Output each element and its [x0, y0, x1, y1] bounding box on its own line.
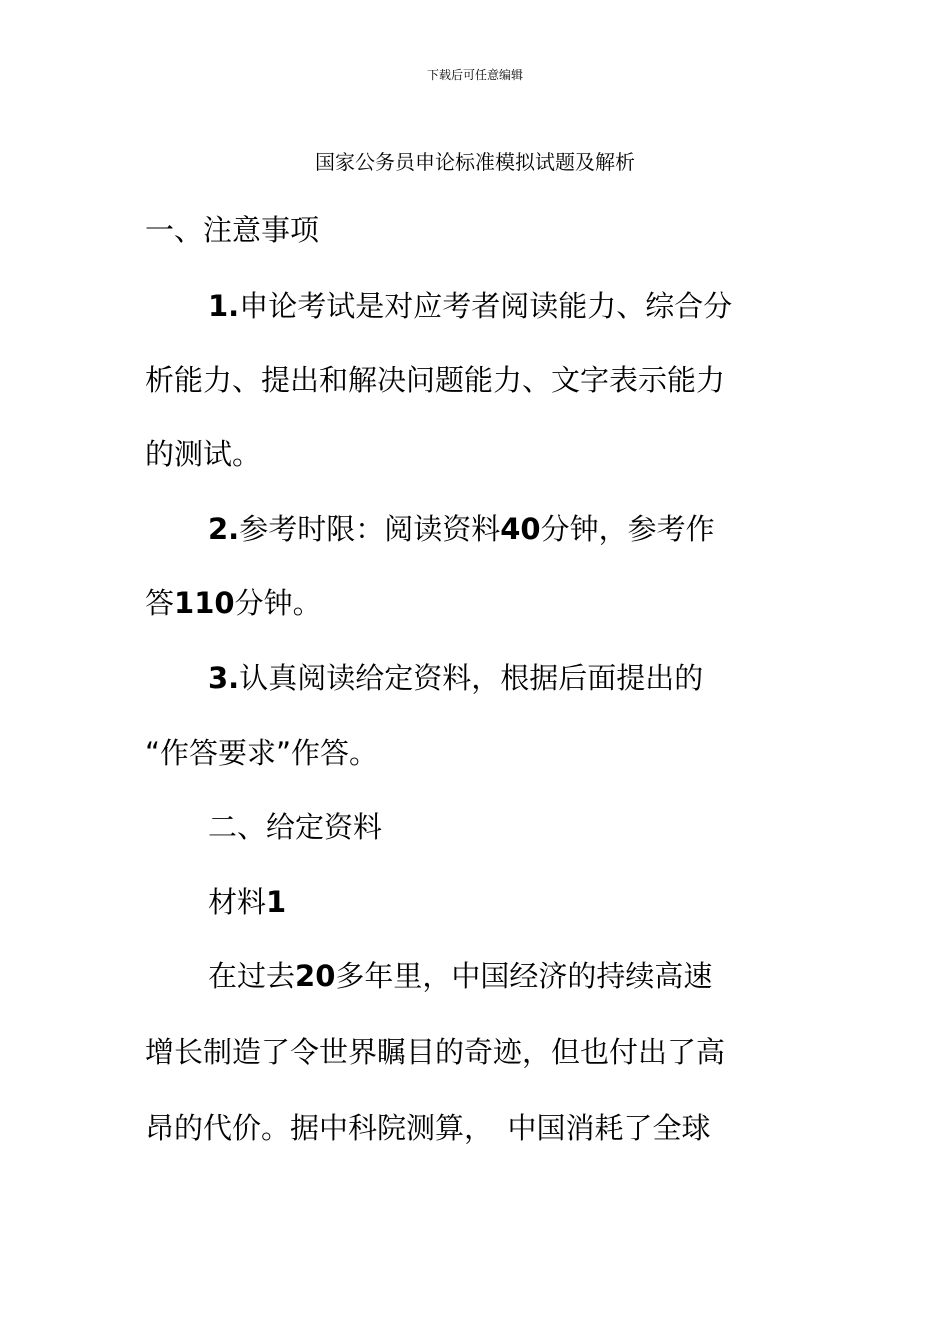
- item1-number: 1.: [208, 289, 240, 323]
- item2-text-2b: 分钟。: [234, 586, 322, 620]
- item2-line2: [145, 586, 322, 620]
- para1-text-1a: 在过去: [208, 959, 296, 993]
- item1-line1: [208, 289, 733, 323]
- section2-heading: 二、给定资料: [208, 810, 383, 844]
- item2-minutes-answer: 110: [174, 586, 235, 620]
- material-label: [208, 885, 287, 919]
- para1-years: 20: [295, 959, 336, 993]
- material-number: 1: [266, 885, 287, 919]
- item2-minutes-reading: 40: [500, 512, 541, 546]
- para1-text-1b: 多年里，中国经济的持续高速: [335, 959, 713, 993]
- item2-number: 2.: [208, 512, 240, 546]
- item3-text-1: 认真阅读给定资料，根据后面提出的: [239, 661, 704, 695]
- item1-line3: 的测试。: [145, 437, 262, 471]
- material-text: 材料: [208, 885, 267, 919]
- item2-text-2a: 答: [145, 586, 175, 620]
- item3-line2: “作答要求”作答。: [145, 736, 379, 770]
- para1-line3: 昂的代价。据中科院测算， 中国消耗了全球: [145, 1111, 711, 1145]
- item1-text-1: 申论考试是对应考者阅读能力、综合分: [239, 289, 733, 323]
- item3-line1: [208, 661, 704, 695]
- para1-line1: [208, 959, 713, 993]
- item2-line1: [208, 512, 715, 546]
- section1-heading: 一、注意事项: [145, 213, 320, 247]
- item3-number: 3.: [208, 661, 240, 695]
- para1-line2: 增长制造了令世界瞩目的奇迹，但也付出了高: [145, 1035, 726, 1069]
- item2-text-1a: 参考时限：阅读资料: [239, 512, 501, 546]
- header-note: 下载后可任意编辑: [426, 68, 523, 82]
- document-title: 国家公务员申论标准模拟试题及解析: [315, 150, 635, 174]
- item1-line2: 析能力、提出和解决问题能力、文字表示能力: [145, 363, 726, 397]
- item2-text-1b: 分钟，参考作: [540, 512, 715, 546]
